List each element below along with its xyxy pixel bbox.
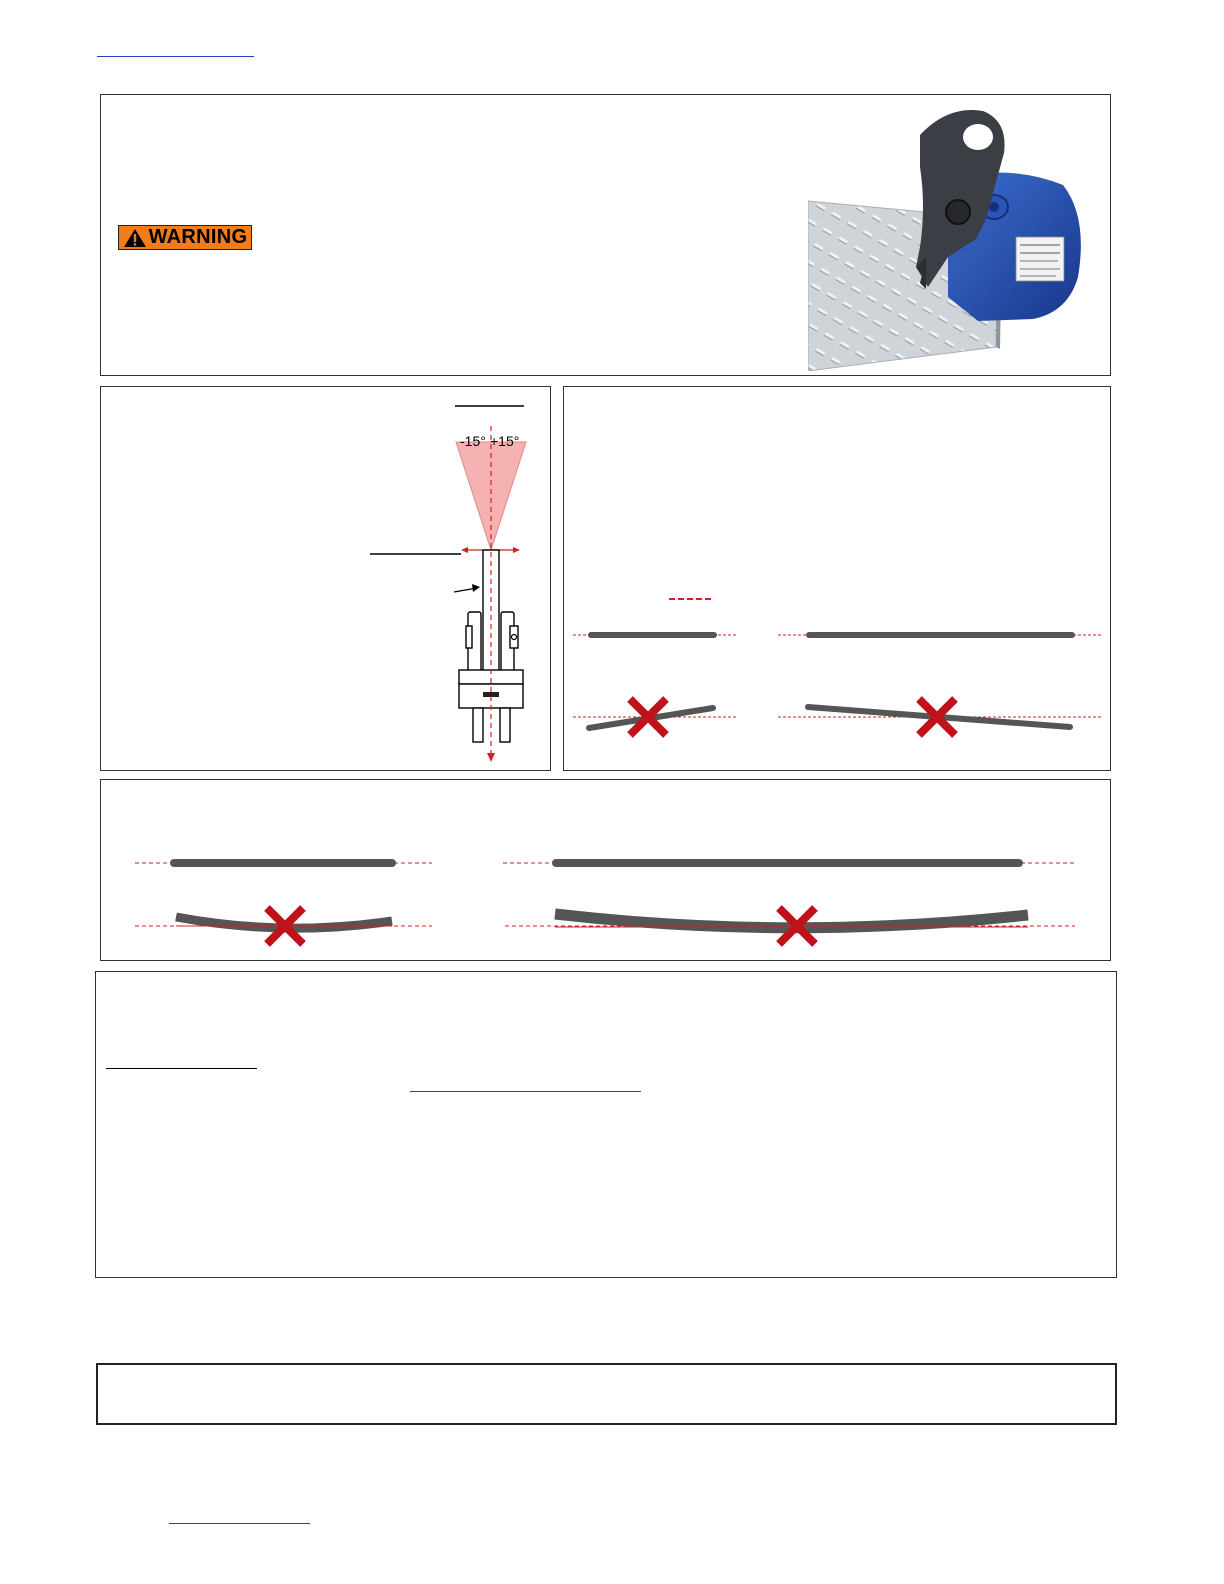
information-panel [95,971,1117,1278]
load-alignment-diagram [563,386,1111,771]
header-link-underline[interactable] [97,56,254,57]
angle-sector [456,442,526,550]
section-heading-underline [106,1068,257,1069]
note-box [96,1363,1117,1425]
lifting-angle-diagram [360,396,540,766]
warning-signal-word [118,225,252,250]
angle-right-label: +15° [490,433,520,449]
footer-link-underline[interactable] [169,1523,310,1524]
warning-label: WARNING [148,226,248,248]
load-bend-diagram [100,779,1111,961]
website-link-underline[interactable] [410,1091,641,1092]
plate-clamp-photo [808,107,1082,371]
angle-left-label: -15° [460,433,486,449]
warning-triangle-icon [123,228,147,248]
